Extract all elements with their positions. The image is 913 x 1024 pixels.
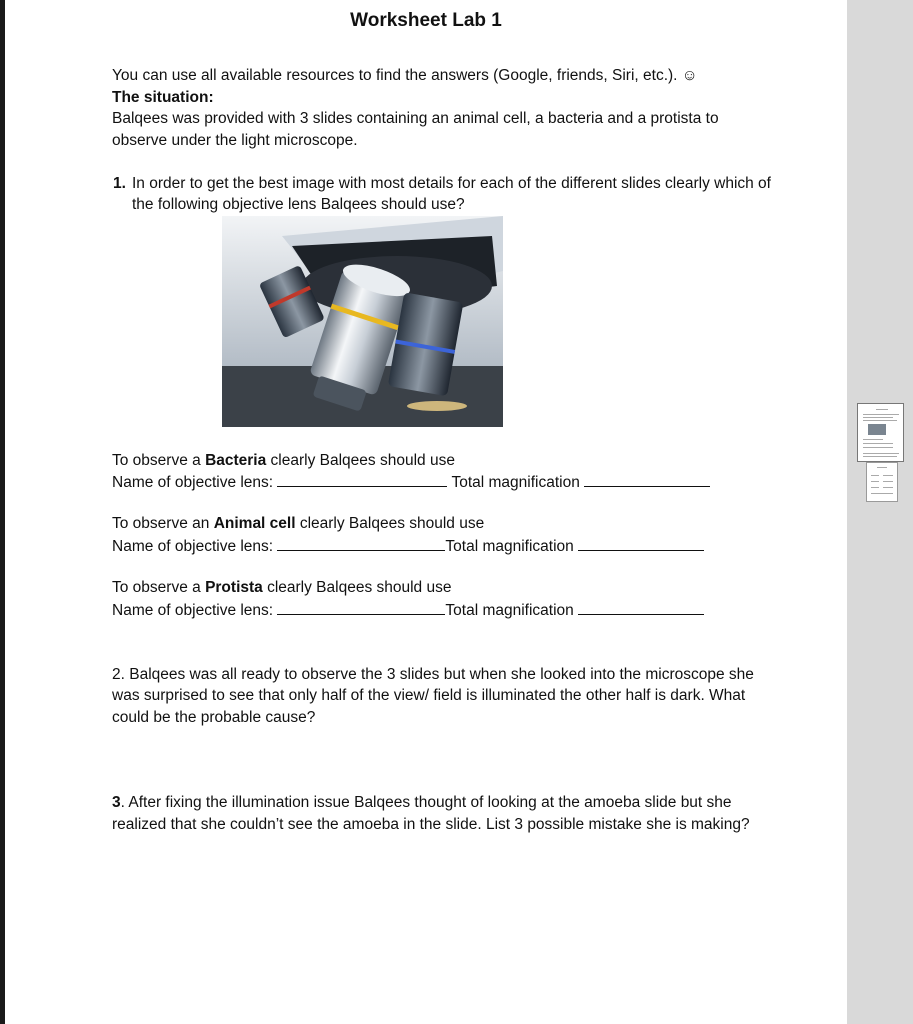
protista-answer-row [112, 599, 704, 622]
protista-keyword: Protista [205, 579, 263, 596]
page-1-thumbnail[interactable] [857, 403, 904, 462]
protista-lens-blank[interactable] [277, 599, 445, 615]
bacteria-prompt-pre: To observe a [112, 452, 206, 469]
bacteria-keyword: Bacteria [205, 452, 267, 469]
situation-text-line1: Balqees was provided with 3 slides containing an animal cell, a bacteria and a protista to [112, 110, 719, 127]
question-1-line2: the following objective lens Balqees should use? [132, 196, 465, 213]
protista-magnification-blank[interactable] [578, 599, 704, 615]
question-3-line1-text: . After fixing the illumination issue Balqees thought of looking at the amoeba slide but she [120, 794, 732, 811]
page-thumbnail-sidebar [847, 0, 913, 1024]
document-page [5, 0, 847, 1024]
question-1-number: 1. [113, 175, 126, 192]
animal-cell-magnification-blank[interactable] [578, 535, 704, 551]
lens-label: Name of objective lens: [112, 474, 278, 491]
question-3-line2: realized that she couldn’t see the amoeba in the slide. List 3 possible mistake she is making? [112, 816, 750, 833]
protista-prompt-post: clearly Balqees should use [262, 579, 452, 596]
magnification-label: Total magnification [451, 474, 585, 491]
situation-text-line2: observe under the light microscope. [112, 132, 358, 149]
page-title: Worksheet Lab 1 [350, 10, 502, 31]
question-2-line3: could be the probable cause? [112, 709, 316, 726]
animal-cell-answer-row [112, 535, 704, 558]
lens-label: Name of objective lens: [112, 538, 278, 555]
animal-cell-prompt-pre: To observe an [112, 515, 214, 532]
microscope-photo [222, 216, 503, 427]
animal-cell-lens-blank[interactable] [277, 535, 445, 551]
animal-cell-prompt [112, 513, 484, 535]
question-3-line1 [112, 792, 732, 814]
animal-cell-keyword: Animal cell [213, 515, 296, 532]
page-2-thumbnail[interactable] [866, 462, 898, 502]
question-3-number: 3 [112, 794, 121, 811]
bacteria-prompt-post: clearly Balqees should use [266, 452, 455, 469]
magnification-label: Total magnification [445, 538, 579, 555]
question-2-line2: was surprised to see that only half of the view/ field is illuminated the other half is dark. What [112, 687, 746, 704]
question-2-line1: 2. Balqees was all ready to observe the 3 slides but when she looked into the microscope she [112, 666, 754, 683]
animal-cell-prompt-post: clearly Balqees should use [295, 515, 485, 532]
bacteria-prompt [112, 450, 455, 472]
bacteria-answer-row [112, 471, 710, 494]
bacteria-lens-blank[interactable] [277, 471, 447, 487]
situation-heading: The situation: [112, 89, 214, 106]
bacteria-magnification-blank[interactable] [584, 471, 710, 487]
protista-prompt-pre: To observe a [112, 579, 206, 596]
protista-prompt [112, 577, 451, 599]
magnification-label: Total magnification [445, 602, 579, 619]
lens-label: Name of objective lens: [112, 602, 278, 619]
question-1-line1: In order to get the best image with most details for each of the different slides clearly which of [132, 175, 771, 192]
intro-text: You can use all available resources to find the answers (Google, friends, Siri, etc.). ☺ [112, 67, 698, 84]
